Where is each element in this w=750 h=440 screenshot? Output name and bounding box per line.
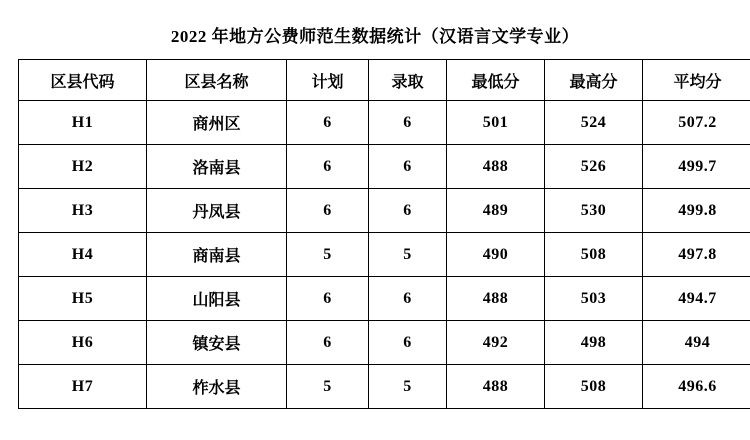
- cell-plan: 6: [287, 189, 369, 233]
- cell-admitted: 5: [369, 365, 447, 409]
- table-row: [19, 321, 750, 365]
- table-row: [19, 277, 750, 321]
- cell-min-score: 488: [447, 145, 545, 189]
- cell-avg-score: 497.8: [643, 233, 750, 277]
- cell-plan: 6: [287, 145, 369, 189]
- cell-max-score: 526: [545, 145, 643, 189]
- cell-region-code: H1: [19, 101, 147, 145]
- cell-region-name: 丹凤县: [147, 189, 287, 233]
- cell-admitted: 6: [369, 321, 447, 365]
- table-container: [0, 59, 750, 409]
- cell-region-code: H5: [19, 277, 147, 321]
- cell-min-score: 492: [447, 321, 545, 365]
- cell-region-name: 镇安县: [147, 321, 287, 365]
- cell-max-score: 508: [545, 365, 643, 409]
- cell-region-name: 柞水县: [147, 365, 287, 409]
- cell-min-score: 490: [447, 233, 545, 277]
- table-row: [19, 189, 750, 233]
- cell-admitted: 6: [369, 189, 447, 233]
- cell-plan: 6: [287, 277, 369, 321]
- cell-avg-score: 499.8: [643, 189, 750, 233]
- cell-min-score: 488: [447, 365, 545, 409]
- cell-max-score: 498: [545, 321, 643, 365]
- cell-avg-score: 494.7: [643, 277, 750, 321]
- column-header-region-code: 区县代码: [19, 60, 147, 101]
- cell-plan: 6: [287, 101, 369, 145]
- cell-avg-score: 507.2: [643, 101, 750, 145]
- table-row: [19, 145, 750, 189]
- cell-region-name: 商南县: [147, 233, 287, 277]
- table-header-row: [19, 60, 750, 101]
- page-title: 2022 年地方公费师范生数据统计（汉语言文学专业）: [170, 27, 580, 46]
- cell-region-name: 洛南县: [147, 145, 287, 189]
- cell-max-score: 508: [545, 233, 643, 277]
- table-header: [19, 60, 750, 101]
- cell-avg-score: 499.7: [643, 145, 750, 189]
- cell-max-score: 530: [545, 189, 643, 233]
- table-body: [19, 101, 750, 409]
- cell-min-score: 489: [447, 189, 545, 233]
- column-header-region-name: 区县名称: [147, 60, 287, 101]
- cell-admitted: 6: [369, 101, 447, 145]
- cell-max-score: 524: [545, 101, 643, 145]
- cell-region-name: 山阳县: [147, 277, 287, 321]
- table-row: [19, 101, 750, 145]
- cell-region-code: H4: [19, 233, 147, 277]
- column-header-max-score: 最高分: [545, 60, 643, 101]
- column-header-min-score: 最低分: [447, 60, 545, 101]
- column-header-admitted: 录取: [369, 60, 447, 101]
- cell-region-code: H2: [19, 145, 147, 189]
- cell-admitted: 6: [369, 277, 447, 321]
- cell-region-name: 商州区: [147, 101, 287, 145]
- cell-plan: 5: [287, 233, 369, 277]
- cell-min-score: 488: [447, 277, 545, 321]
- statistics-table: [18, 59, 750, 409]
- cell-admitted: 6: [369, 145, 447, 189]
- cell-admitted: 5: [369, 233, 447, 277]
- cell-region-code: H7: [19, 365, 147, 409]
- cell-region-code: H3: [19, 189, 147, 233]
- cell-min-score: 501: [447, 101, 545, 145]
- cell-plan: 5: [287, 365, 369, 409]
- cell-avg-score: 496.6: [643, 365, 750, 409]
- cell-avg-score: 494: [643, 321, 750, 365]
- table-row: [19, 365, 750, 409]
- cell-region-code: H6: [19, 321, 147, 365]
- table-row: [19, 233, 750, 277]
- column-header-plan: 计划: [287, 60, 369, 101]
- cell-max-score: 503: [545, 277, 643, 321]
- column-header-avg-score: 平均分: [643, 60, 750, 101]
- cell-plan: 6: [287, 321, 369, 365]
